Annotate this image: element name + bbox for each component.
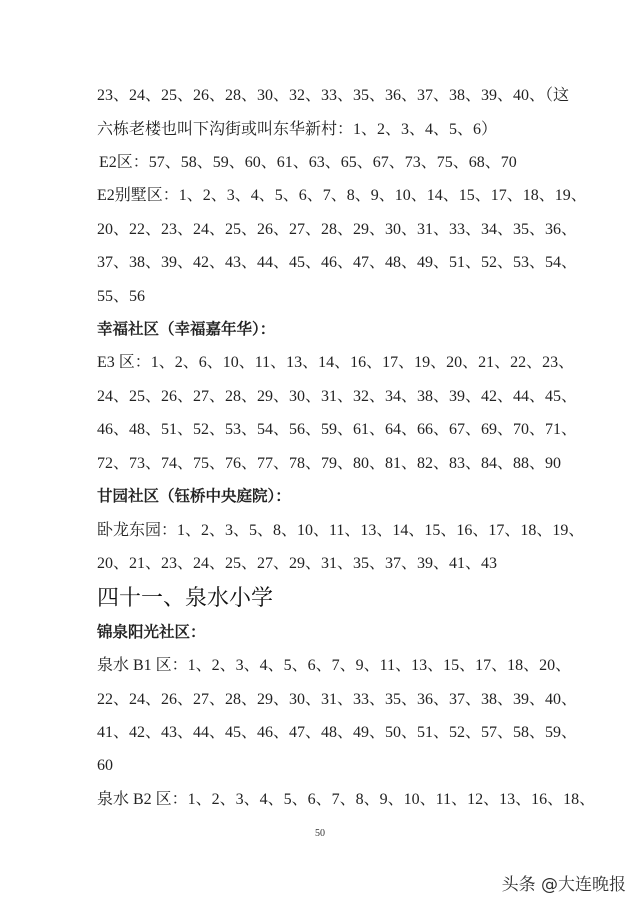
text-line: 60 [97,757,113,774]
section-heading: 四十一、泉水小学 [97,586,274,611]
watermark: 头条 @大连晚报 [501,875,626,895]
text-line: 23、24、25、26、28、30、32、33、35、36、37、38、39、40、（这 [97,87,570,104]
text-line: E2区：57、58、59、60、61、63、65、67、73、75、68、70 [99,154,517,171]
section-subheading: 甘园社区（钰桥中央庭院）： [97,488,291,505]
section-subheading: 锦泉阳光社区： [97,624,206,641]
text-line: 22、24、26、27、28、29、30、31、33、35、36、37、38、39、40、 [97,691,578,708]
text-line: 46、48、51、52、53、54、56、59、61、64、66、67、69、70、71、 [97,421,578,438]
text-line: 41、42、43、44、45、46、47、48、49、50、51、52、57、58、59、 [97,724,578,741]
text-line: 20、21、23、24、25、27、29、31、35、37、39、41、43 [97,555,498,572]
text-line: 55、56 [97,288,146,305]
text-line: 泉水 B1 区：1、2、3、4、5、6、7、9、11、13、15、17、18、20、 [97,657,572,674]
text-line: 卧龙东园：1、2、3、5、8、10、11、13、14、15、16、17、18、19、 [97,522,585,539]
text-line: 37、38、39、42、43、44、45、46、47、48、49、51、52、53、54、 [97,254,578,271]
text-line: 20、22、23、24、25、26、27、28、29、30、31、33、34、35、36、 [97,221,578,238]
text-line: E3 区：1、2、6、10、11、13、14、16、17、19、20、21、22、23、 [97,354,575,371]
section-subheading: 幸福社区（幸福嘉年华）： [97,321,276,338]
page-number: 50 [315,828,325,839]
text-line: 六栋老楼也叫下沟街或叫东华新村：1、2、3、4、5、6） [97,121,498,138]
text-line: 24、25、26、27、28、29、30、31、32、34、38、39、42、44、45、 [97,388,578,405]
text-line: E2别墅区：1、2、3、4、5、6、7、8、9、10、14、15、17、18、19、 [97,187,587,204]
text-line: 泉水 B2 区：1、2、3、4、5、6、7、8、9、10、11、12、13、16、18、 [97,791,596,808]
text-line: 72、73、74、75、76、77、78、79、80、81、82、83、84、88、90 [97,455,562,472]
